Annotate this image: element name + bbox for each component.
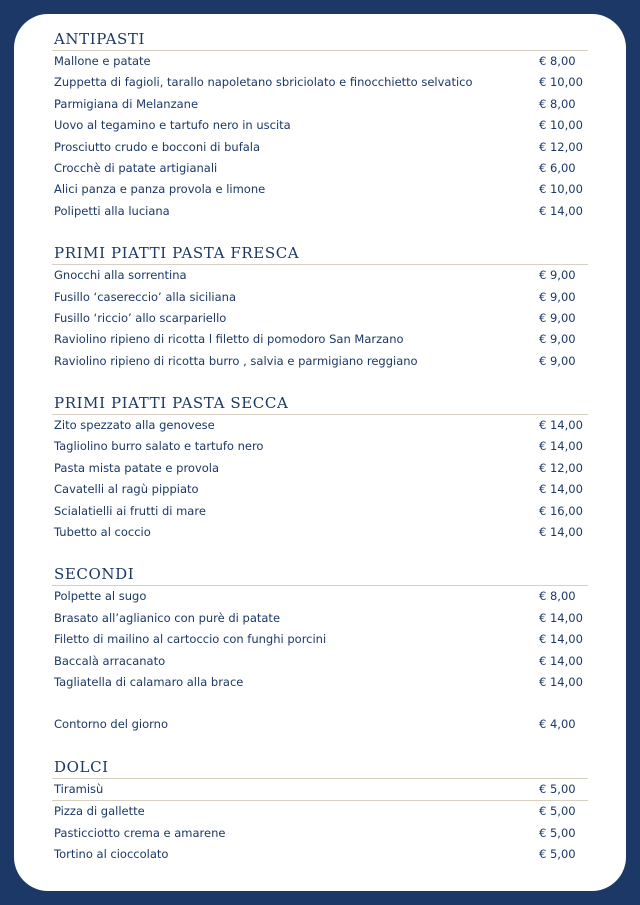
item-name: Pasticciotto crema e amarene — [54, 825, 226, 840]
menu-item — [52, 308, 588, 329]
item-price: € 9,00 — [539, 310, 576, 325]
item-name: Parmigiana di Melanzane — [54, 96, 199, 111]
menu-item — [52, 629, 588, 650]
item-price: € 5,00 — [539, 804, 576, 819]
menu-item — [52, 329, 588, 350]
section-title: SECONDI — [52, 564, 588, 586]
section-title: PRIMI PIATTI PASTA FRESCA — [52, 243, 588, 265]
item-price: € 5,00 — [539, 781, 576, 796]
section-pasta-fresca — [52, 243, 588, 372]
item-name: Scialatielli ai frutti di mare — [54, 503, 206, 518]
item-name: Zito spezzato alla genovese — [54, 418, 215, 433]
item-price: € 14,00 — [539, 653, 583, 668]
item-price: € 14,00 — [539, 632, 583, 647]
menu-item — [52, 201, 588, 222]
menu-item — [52, 287, 588, 308]
item-price: € 6,00 — [539, 160, 576, 175]
menu-item — [52, 801, 588, 822]
menu-item — [52, 479, 588, 500]
item-name: Fusillo ‘casereccio’ alla siciliana — [54, 289, 236, 304]
item-name: Pasta mista patate e provola — [54, 460, 220, 475]
item-price: € 12,00 — [539, 460, 583, 475]
item-price: € 9,00 — [539, 268, 576, 283]
item-price: € 9,00 — [539, 289, 576, 304]
section-antipasti — [52, 29, 588, 222]
item-price: € 9,00 — [539, 353, 576, 368]
menu-item — [52, 94, 588, 115]
item-name: Zuppetta di fagioli, tarallo napoletano sbriciolato e finocchietto selvatico — [54, 75, 473, 90]
item-name: Filetto di mailino al cartoccio con funghi porcini — [54, 632, 327, 647]
item-name: Pizza di gallette — [54, 804, 145, 819]
item-name: Baccalà arracanato — [54, 653, 166, 668]
item-price: € 14,00 — [539, 610, 583, 625]
menu-item — [52, 51, 588, 72]
menu-item — [52, 651, 588, 672]
item-price: € 14,00 — [539, 674, 583, 689]
item-price: € 10,00 — [539, 75, 583, 90]
menu-item — [52, 265, 588, 286]
item-price: € 10,00 — [539, 182, 583, 197]
item-price: € 16,00 — [539, 503, 583, 518]
menu-item — [52, 351, 588, 372]
section-title: DOLCI — [52, 757, 588, 779]
menu-item — [52, 823, 588, 844]
item-name: Prosciutto crudo e bocconi di bufala — [54, 139, 261, 154]
section-pasta-secca — [52, 393, 588, 543]
item-price: € 14,00 — [539, 203, 583, 218]
item-name: Tortino al cioccolato — [54, 846, 169, 861]
menu-item — [52, 115, 588, 136]
menu-item — [52, 436, 588, 457]
item-price: € 5,00 — [539, 825, 576, 840]
menu-item — [52, 179, 588, 200]
section-title: PRIMI PIATTI PASTA SECCA — [52, 393, 588, 415]
item-name: Mallone e patate — [54, 54, 151, 68]
menu-item — [52, 779, 588, 801]
item-name: Raviolino ripieno di ricotta l filetto di pomodoro San Marzano — [54, 332, 404, 347]
menu-item — [52, 458, 588, 479]
item-price: € 8,00 — [539, 54, 576, 68]
item-name: Tubetto al coccio — [54, 525, 151, 540]
item-name: Uovo al tegamino e tartufo nero in uscita — [54, 118, 291, 133]
menu-item — [52, 844, 588, 865]
menu-item — [52, 586, 588, 607]
item-price: € 8,00 — [539, 589, 576, 604]
item-name: Tagliatella di calamaro alla brace — [54, 674, 244, 689]
menu-item — [52, 608, 588, 629]
item-name: Cavatelli al ragù pippiato — [54, 482, 199, 497]
menu-item — [52, 158, 588, 179]
menu-item — [52, 415, 588, 436]
item-price: € 14,00 — [539, 482, 583, 497]
section-title: ANTIPASTI — [52, 29, 588, 51]
menu-card — [14, 14, 626, 891]
menu-item — [52, 714, 588, 735]
item-name: Brasato all’aglianico con purè di patate — [54, 610, 281, 625]
item-name: Crocchè di patate artigianali — [54, 160, 218, 175]
item-price: € 12,00 — [539, 139, 583, 154]
item-name: Tagliolino burro salato e tartufo nero — [54, 439, 264, 454]
item-name: Tiramisù — [54, 781, 104, 796]
menu-item — [52, 501, 588, 522]
item-name: Fusillo ‘riccio’ allo scarpariello — [54, 310, 227, 325]
section-dolci — [52, 757, 588, 866]
item-price: € 14,00 — [539, 418, 583, 433]
item-name: Polipetti alla luciana — [54, 203, 170, 218]
menu-item — [52, 522, 588, 543]
item-price: € 4,00 — [539, 717, 576, 732]
item-name: Polpette al sugo — [54, 589, 147, 604]
item-name: Alici panza e panza provola e limone — [54, 182, 266, 197]
item-price: € 5,00 — [539, 846, 576, 861]
item-name: Raviolino ripieno di ricotta burro , salvia e parmigiano reggiano — [54, 353, 418, 368]
item-name: Contorno del giorno — [54, 717, 169, 732]
item-price: € 14,00 — [539, 525, 583, 540]
menu-item — [52, 72, 588, 93]
menu-item — [52, 137, 588, 158]
menu-item — [52, 672, 588, 693]
item-price: € 8,00 — [539, 96, 576, 111]
item-price: € 10,00 — [539, 118, 583, 133]
item-name: Gnocchi alla sorrentina — [54, 268, 187, 283]
item-price: € 14,00 — [539, 439, 583, 454]
item-price: € 9,00 — [539, 332, 576, 347]
section-secondi — [52, 564, 588, 735]
